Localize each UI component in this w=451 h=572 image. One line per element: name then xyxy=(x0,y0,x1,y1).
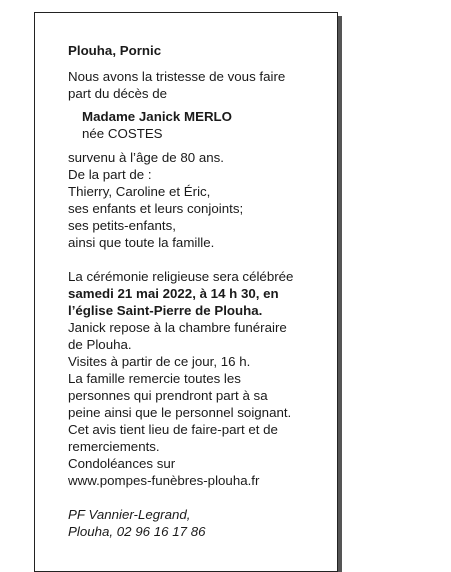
family-paragraph xyxy=(68,149,336,251)
ceremony-intro: La cérémonie religieuse sera célébrée xyxy=(68,269,294,284)
maiden-name: née COSTES xyxy=(82,126,163,141)
detail-line: Cet avis tient lieu de faire-part et de xyxy=(68,422,278,437)
obituary-notice xyxy=(34,12,338,572)
detail-line: La famille remercie toutes les xyxy=(68,371,241,386)
intro-line: Nous avons la tristesse de vous faire xyxy=(68,69,286,84)
detail-line: peine ainsi que le personnel soignant. xyxy=(68,405,292,420)
ceremony-date: samedi 21 mai 2022, à 14 h 30, en xyxy=(68,286,279,301)
ceremony-location: l’église Saint-Pierre de Plouha. xyxy=(68,303,263,318)
detail-line: personnes qui prendront part à sa xyxy=(68,388,268,403)
notice-content xyxy=(68,42,336,540)
paragraph-spacer xyxy=(68,489,336,506)
deceased-block xyxy=(82,108,336,142)
funeral-home-name: PF Vannier-Legrand, xyxy=(68,507,191,522)
family-line: survenu à l’âge de 80 ans. xyxy=(68,150,224,165)
funeral-home-phone: Plouha, 02 96 16 17 86 xyxy=(68,524,206,539)
intro-line: part du décès de xyxy=(68,86,168,101)
funeral-home xyxy=(68,506,336,540)
detail-line: remerciements. xyxy=(68,439,160,454)
detail-line: de Plouha. xyxy=(68,337,132,352)
paragraph-spacer xyxy=(68,251,336,268)
family-line: ses petits-enfants, xyxy=(68,218,176,233)
family-line: ses enfants et leurs conjoints; xyxy=(68,201,244,216)
notice-intro xyxy=(68,68,336,102)
detail-line: Visites à partir de ce jour, 16 h. xyxy=(68,354,251,369)
detail-line: Condoléances sur xyxy=(68,456,176,471)
ceremony-paragraph xyxy=(68,268,336,489)
condolences-url: www.pompes-funèbres-plouha.fr xyxy=(68,473,260,488)
notice-place: Plouha, Pornic xyxy=(68,43,162,58)
family-line: ainsi que toute la famille. xyxy=(68,235,215,250)
deceased-name: Madame Janick MERLO xyxy=(82,109,233,124)
family-line: De la part de : xyxy=(68,167,152,182)
family-line: Thierry, Caroline et Éric, xyxy=(68,184,211,199)
detail-line: Janick repose à la chambre funéraire xyxy=(68,320,287,335)
